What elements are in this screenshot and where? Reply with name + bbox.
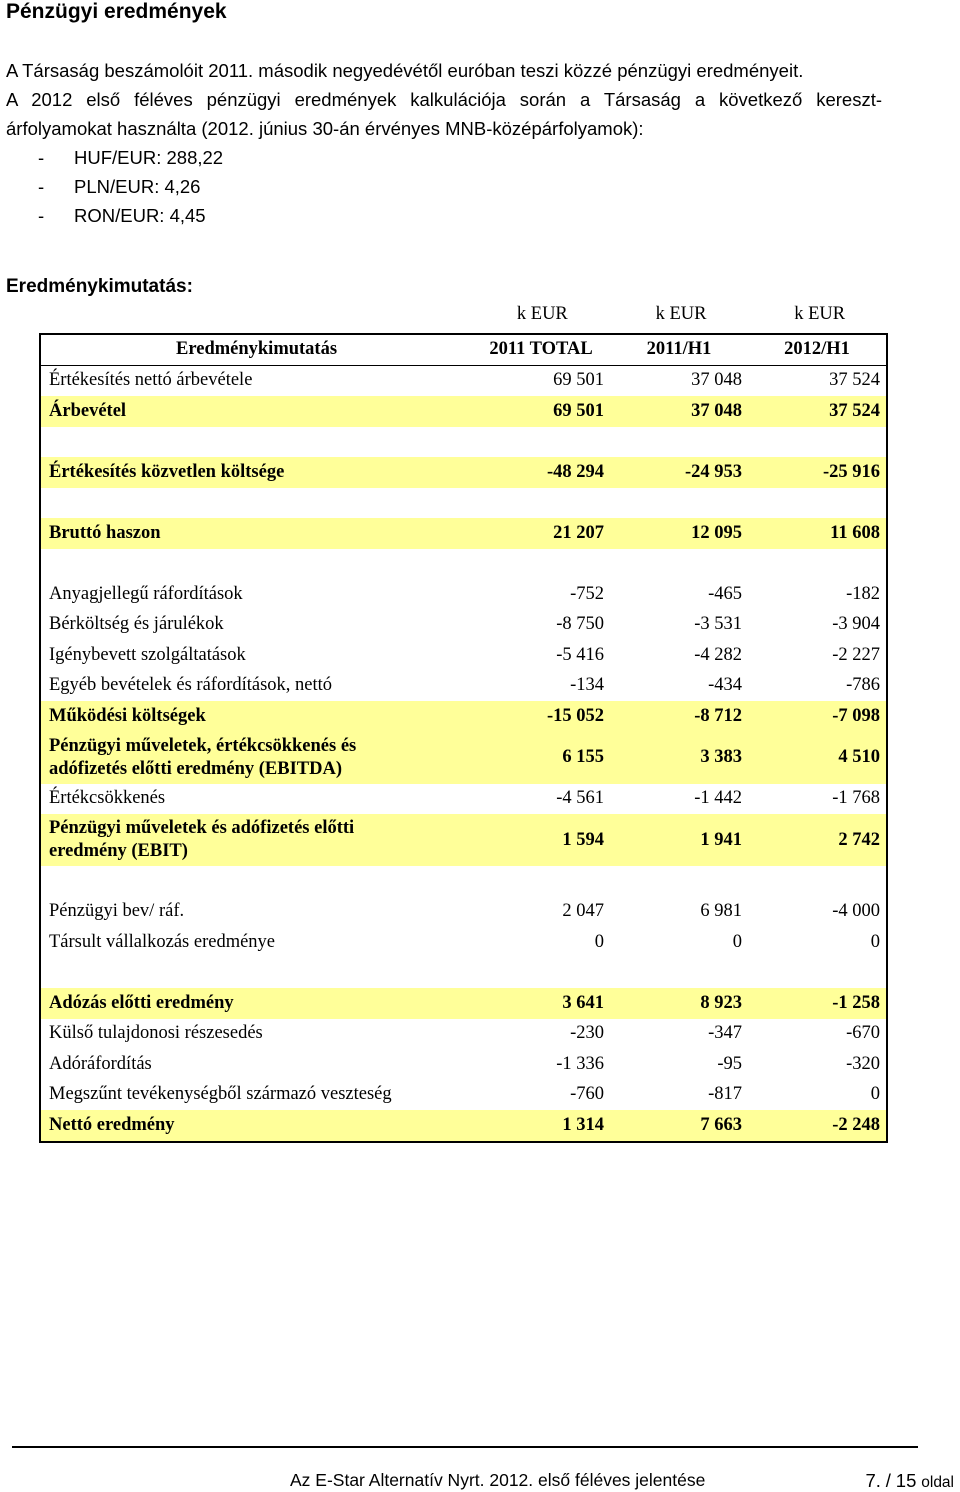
cell-value: -1 442 xyxy=(694,788,743,809)
header-label: Eredménykimutatás xyxy=(176,339,338,360)
table-row xyxy=(41,927,886,958)
cell-value: -817 xyxy=(708,1084,743,1105)
cell-value: -134 xyxy=(570,675,605,696)
list-item xyxy=(38,201,223,230)
row-label: Bruttó haszon xyxy=(49,522,161,543)
spacer-row xyxy=(41,488,886,519)
table-row xyxy=(41,518,886,549)
spacer-row xyxy=(41,427,886,458)
column-header: 2011/H1 xyxy=(646,339,712,360)
row-label: Értékcsökkenés xyxy=(49,788,166,809)
page-word: oldal xyxy=(921,1474,954,1491)
cell-value: -347 xyxy=(708,1023,743,1044)
row-label: Értékesítés közvetlen költsége xyxy=(49,461,285,482)
cell-value: -320 xyxy=(846,1053,880,1074)
column-header: 2012/H1 xyxy=(784,339,850,360)
cell-value: -465 xyxy=(708,583,743,604)
cell-value: -24 953 xyxy=(684,461,743,482)
table-row xyxy=(41,396,886,427)
unit-row xyxy=(472,304,888,325)
row-label xyxy=(41,735,472,781)
row-label: Nettó eredmény xyxy=(49,1114,175,1135)
cell-value: -4 000 xyxy=(832,901,880,922)
cell-value: 37 524 xyxy=(829,370,880,391)
row-label: Társult vállalkozás eredménye xyxy=(49,931,276,952)
cell-value: -182 xyxy=(846,583,880,604)
row-label: Igénybevett szolgáltatások xyxy=(49,644,246,665)
cell-value: 12 095 xyxy=(691,522,743,543)
cell-value: -434 xyxy=(708,675,743,696)
row-label-line: eredmény (EBIT) xyxy=(49,841,188,861)
row-label: Árbevétel xyxy=(49,400,127,421)
column-header: 2011 TOTAL xyxy=(489,339,593,360)
cell-value: 0 xyxy=(594,931,605,952)
table-row xyxy=(41,1110,886,1141)
cell-value: 6 155 xyxy=(562,747,605,767)
exchange-rate-list xyxy=(38,143,223,230)
cell-value: 7 663 xyxy=(700,1114,743,1135)
row-label: Megszűnt tevékenységből származó veszteség xyxy=(49,1084,392,1105)
cell-value: 1 941 xyxy=(700,829,743,850)
cell-value: 69 501 xyxy=(553,370,605,391)
rate-ron-eur: RON/EUR: 4,45 xyxy=(74,205,206,226)
list-dash: - xyxy=(38,205,45,226)
intro-line-2: A 2012 első féléves pénzügyi eredmények kalkulációja során a Társaság a következő kereszt-árfolyamokat használta (2012. június 30-án érvényes MNB-középárfolyamok): xyxy=(6,89,882,139)
cell-value: 0 xyxy=(870,1084,880,1105)
cell-value: 2 742 xyxy=(838,829,880,850)
table-row xyxy=(41,1080,886,1111)
row-label: Anyagjellegű ráfordítások xyxy=(49,583,243,604)
row-label: Működési költségek xyxy=(49,705,206,726)
cell-value: -3 904 xyxy=(832,614,880,635)
table-row xyxy=(41,784,886,815)
cell-value: 37 048 xyxy=(691,400,743,421)
unit-label: k EUR xyxy=(655,304,707,324)
cell-value: -7 098 xyxy=(832,705,880,726)
row-label: Pénzügyi bev/ ráf. xyxy=(49,901,185,922)
spacer-row xyxy=(41,549,886,580)
table-row xyxy=(41,579,886,610)
table-row xyxy=(41,701,886,732)
table-row xyxy=(41,814,886,866)
table-row xyxy=(41,1049,886,1080)
cell-value: -2 248 xyxy=(832,1114,880,1135)
cell-value: -752 xyxy=(570,583,605,604)
cell-value: -95 xyxy=(717,1053,743,1074)
cell-value: -15 052 xyxy=(546,705,605,726)
page-total: 15 xyxy=(895,1470,917,1491)
list-item xyxy=(38,143,223,172)
intro-text xyxy=(6,56,882,143)
table-row xyxy=(41,897,886,928)
spacer-row xyxy=(41,866,886,897)
table-row xyxy=(41,640,886,671)
cell-value: -1 768 xyxy=(832,788,880,809)
cell-value: -4 561 xyxy=(556,788,605,809)
cell-value: -230 xyxy=(570,1023,605,1044)
page-number xyxy=(865,1470,954,1492)
page-title: Pénzügyi eredmények xyxy=(6,0,227,23)
cell-value: -48 294 xyxy=(546,461,605,482)
cell-value: 69 501 xyxy=(553,400,605,421)
table-row xyxy=(41,671,886,702)
cell-value: 1 594 xyxy=(562,829,605,850)
cell-value: 2 047 xyxy=(562,901,605,922)
rate-pln-eur: PLN/EUR: 4,26 xyxy=(74,176,201,197)
cell-value: 8 923 xyxy=(700,992,743,1013)
section-title: Eredménykimutatás: xyxy=(6,276,193,297)
cell-value: -3 531 xyxy=(694,614,743,635)
cell-value: -8 712 xyxy=(694,705,743,726)
row-label-line: adófizetés előtti eredmény (EBITDA) xyxy=(49,758,343,779)
cell-value: -1 336 xyxy=(556,1053,605,1074)
cell-value: -8 750 xyxy=(556,614,605,635)
table-row xyxy=(41,457,886,488)
row-label: Adózás előtti eredmény xyxy=(49,992,234,1013)
row-label: Bérköltség és járulékok xyxy=(49,614,224,635)
row-label-line: Pénzügyi műveletek, értékcsökkenés és xyxy=(49,735,357,756)
cell-value: -5 416 xyxy=(556,644,605,665)
cell-value: 21 207 xyxy=(553,522,605,543)
table-row xyxy=(41,1019,886,1050)
row-label: Adóráfordítás xyxy=(49,1053,152,1074)
cell-value: 6 981 xyxy=(700,901,743,922)
rate-huf-eur: HUF/EUR: 288,22 xyxy=(74,147,224,168)
table-row xyxy=(41,988,886,1019)
footer-text: Az E-Star Alternatív Nyrt. 2012. első féléves jelentése xyxy=(290,1470,706,1490)
cell-value: -786 xyxy=(846,675,880,696)
table-row xyxy=(41,732,886,784)
intro-line-1: A Társaság beszámolóit 2011. második negyedévétől euróban teszi közzé pénzügyi eredményeit. xyxy=(6,60,804,81)
cell-value: 11 608 xyxy=(830,522,880,543)
cell-value: 3 641 xyxy=(562,992,605,1013)
row-label xyxy=(41,817,472,863)
cell-value: -670 xyxy=(846,1023,880,1044)
cell-value: 37 048 xyxy=(691,370,743,391)
cell-value: 3 383 xyxy=(700,747,743,767)
row-label: Egyéb bevételek és ráfordítások, nettó xyxy=(49,675,333,696)
footer-divider xyxy=(12,1446,918,1448)
cell-value: -1 258 xyxy=(832,992,880,1013)
cell-value: 1 314 xyxy=(562,1114,605,1135)
cell-value: 0 xyxy=(870,931,880,952)
list-dash: - xyxy=(38,147,45,168)
cell-value: 37 524 xyxy=(829,400,880,421)
income-statement-table xyxy=(39,333,888,1143)
table-row xyxy=(41,610,886,641)
list-dash: - xyxy=(38,176,45,197)
row-label-line: Pénzügyi műveletek és adófizetés előtti xyxy=(49,818,355,838)
spacer-row xyxy=(41,958,886,989)
page-separator: / xyxy=(885,1470,891,1491)
unit-label: k EUR xyxy=(794,304,846,324)
list-item xyxy=(38,172,223,201)
cell-value: -4 282 xyxy=(694,644,743,665)
cell-value: -760 xyxy=(570,1084,605,1105)
row-label: Külső tulajdonosi részesedés xyxy=(49,1023,263,1044)
unit-label: k EUR xyxy=(516,304,568,324)
row-label: Értékesítés nettó árbevétele xyxy=(49,370,253,391)
cell-value: 0 xyxy=(732,931,743,952)
table-row xyxy=(41,366,886,397)
page-current: 7. xyxy=(865,1470,881,1491)
cell-value: -25 916 xyxy=(822,461,880,482)
cell-value: -2 227 xyxy=(832,644,880,665)
cell-value: 4 510 xyxy=(838,747,880,767)
table-header xyxy=(41,335,886,366)
